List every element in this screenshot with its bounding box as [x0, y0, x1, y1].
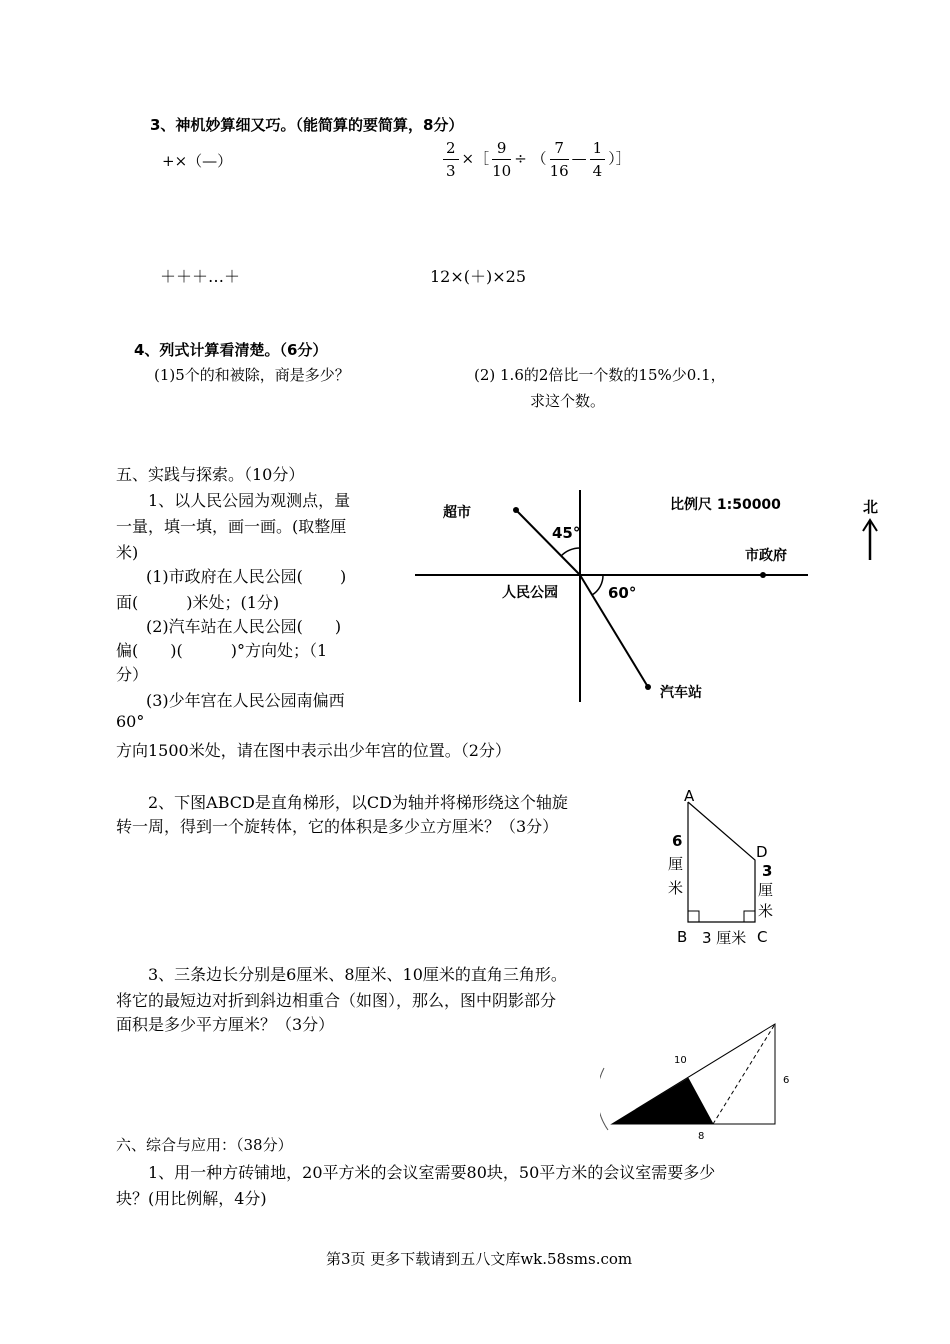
direction-map: [400, 480, 920, 720]
q3-line-1: 3、三条边长分别是6厘米、8厘米、10厘米的直角三角形。: [148, 965, 567, 984]
angle-arc-45: [561, 548, 580, 556]
angle-60-label: 60°: [608, 584, 637, 602]
q1-line-6: (2)汽车站在人民公园( ): [146, 617, 342, 636]
bus-station-label: 汽车站: [660, 685, 702, 701]
section4-heading: 4、列式计算看清楚。（6分）: [134, 341, 328, 359]
problem-4: 12×(＋)×25: [430, 267, 527, 286]
q1-line-11: 方向1500米处，请在图中表示出少年宫的位置。（2分）: [116, 741, 511, 760]
q2-line-1: 2、下图ABCD是直角梯形，以CD为轴并将梯形绕这个轴旋: [148, 793, 568, 812]
section4-q2-line2: 求这个数。: [530, 392, 606, 410]
bottom-side-label: 3 厘米: [702, 929, 747, 947]
q1-line-9: (3)少年宫在人民公园南偏西: [146, 691, 345, 710]
trapezoid-diagram: [660, 780, 790, 955]
left-side-unit-1: 厘: [668, 855, 684, 873]
triangle-diagram: [600, 1018, 800, 1143]
section6-q1-line1: 1、用一种方砖铺地，20平方米的会议室需要80块，50平方米的会议室需要多少: [148, 1163, 716, 1182]
q1-line-10: 60°: [116, 712, 145, 731]
vertex-b: B: [677, 928, 688, 946]
fraction-2-3: $\frac{2}{3}$: [443, 137, 459, 182]
q1-line-4: (1)市政府在人民公园( ): [146, 567, 347, 586]
q1-line-1: 1、以人民公园为观测点，量: [148, 491, 351, 510]
problem-3: ＋＋＋…＋: [160, 267, 241, 286]
section6-q1-line2: 块？(用比例解，4分): [116, 1189, 267, 1208]
supermarket-ray: [516, 510, 580, 575]
vertex-c: C: [757, 928, 768, 946]
section4-q1: (1)5个的和被除，商是多少？: [154, 366, 350, 384]
fraction-7-16: $\frac{7}{16}$: [549, 139, 569, 180]
q1-line-3: 米): [116, 543, 139, 562]
right-side-unit-1: 厘: [758, 881, 774, 899]
section6-heading: 六、综合与应用：（38分）: [116, 1136, 293, 1154]
right-angle-b: [688, 911, 699, 922]
section5-heading: 五、实践与探索。（10分）: [116, 465, 305, 484]
problem-1: +×（—）: [162, 152, 233, 170]
park-label: 人民公园: [502, 585, 558, 601]
q1-line-2: 一量，填一填，画一画。(取整厘: [116, 517, 347, 536]
q3-line-2: 将它的最短边对折到斜边相重合（如图），那么，图中阴影部分: [116, 991, 557, 1010]
vertex-a: A: [684, 787, 695, 805]
fraction-9-10: $\frac{9}{10}$: [492, 139, 512, 180]
supermarket-point: [513, 507, 519, 513]
page-footer: 第3页 更多下载请到五八文库wk.58sms.com: [326, 1250, 633, 1268]
q1-line-7: 偏( )( )°方向处；（1: [116, 641, 328, 660]
fold-line: [713, 1024, 775, 1124]
base-label: 8: [698, 1131, 705, 1142]
city-hall-label: 市政府: [745, 548, 787, 564]
section3-heading: 3、神机妙算细又巧。（能简算的要简算，8分）: [150, 116, 464, 134]
north-label: 北: [863, 498, 879, 516]
trapezoid-shape: [688, 802, 755, 922]
vertex-d: D: [756, 843, 768, 861]
angle-arc-60: [592, 575, 603, 595]
scale-label: 比例尺 1:50000: [670, 497, 781, 513]
hypotenuse-label: 10: [674, 1055, 687, 1066]
right-side-number: 3: [762, 862, 773, 880]
q1-line-8: 分）: [116, 665, 149, 684]
left-side-unit-2: 米: [668, 879, 684, 897]
section4-q2-line1: (2) 1.6的2倍比一个数的15%少0.1，: [474, 366, 726, 384]
short-side-label: 6: [783, 1075, 790, 1086]
left-side-number: 6: [672, 832, 683, 850]
shaded-region: [612, 1078, 713, 1124]
bus-station-point: [645, 684, 651, 690]
clip-arc: [600, 1068, 608, 1130]
fraction-1-4: $\frac{1}{4}$: [590, 137, 606, 182]
problem-2: $\frac{2}{3}$ ×［ $\frac{9}{10}$ ÷ （ $\frac{7}{16}$ — $\frac{1}{4}$ ）］: [440, 137, 631, 182]
supermarket-label: 超市: [443, 505, 471, 521]
angle-45-label: 45°: [552, 524, 581, 542]
q1-line-5: 面( )米处；(1分): [116, 593, 280, 612]
city-hall-point: [760, 572, 766, 578]
q2-line-2: 转一周，得到一个旋转体，它的体积是多少立方厘米？（3分）: [116, 817, 559, 836]
right-angle-c: [744, 911, 755, 922]
q3-line-3: 面积是多少平方厘米？（3分）: [116, 1015, 335, 1034]
right-side-unit-2: 米: [758, 902, 774, 920]
